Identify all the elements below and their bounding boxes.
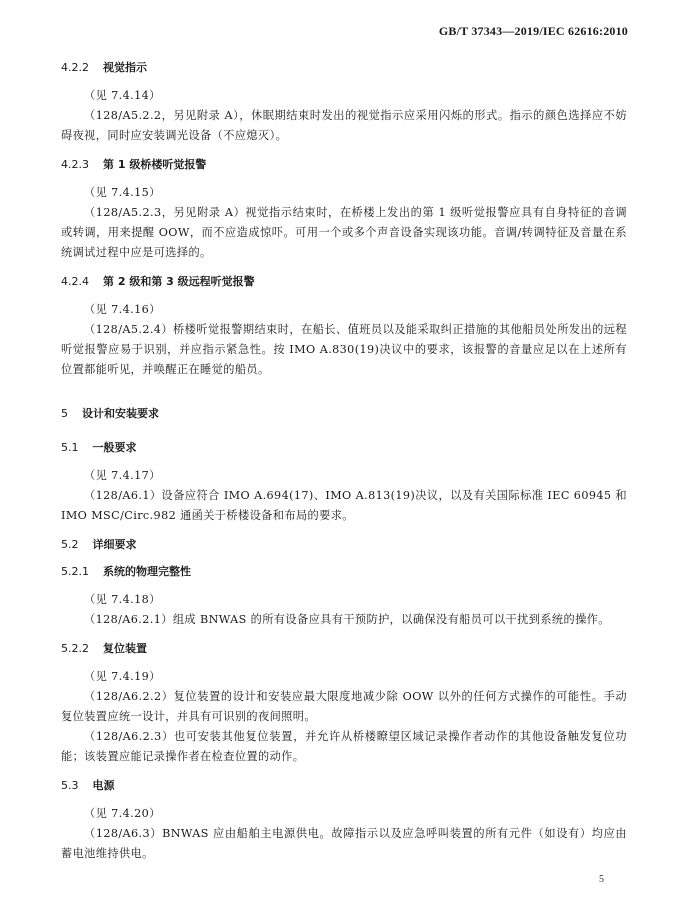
- section-heading-5-2-1: 5.2.1 系统的物理完整性: [61, 565, 191, 578]
- paragraph: （128/A6.2.2）复位装置的设计和安装应最大限度地减少除 OOW 以外的任何方式操作的可能性。手动复位装置应统一设计，并具有可识别的夜间照明。: [61, 690, 627, 723]
- paragraph: （见 7.4.15）: [84, 186, 161, 199]
- page-number: 5: [599, 874, 604, 885]
- paragraph: （128/A6.2.3）也可安装其他复位装置，并允许从桥楼瞭望区域记录操作者动作的其他设备触发复位功能；该装置应能记录操作者在检查位置的动作。: [61, 730, 627, 763]
- section-heading-5: 5 设计和安装要求: [61, 407, 159, 420]
- section-heading-5-1: 5.1 一般要求: [61, 441, 137, 454]
- section-heading-4-2-4: 4.2.4 第 2 级和第 3 级远程听觉报警: [61, 275, 255, 288]
- section-heading-4-2-3: 4.2.3 第 1 级桥楼听觉报警: [61, 158, 207, 171]
- paragraph: （见 7.4.18）: [84, 593, 161, 606]
- paragraph: （见 7.4.17）: [84, 469, 161, 482]
- paragraph: （128/A5.2.2，另见附录 A），休眠期结束时发出的视觉指示应采用闪烁的形式。指示的颜色选择应不妨碍夜视，同时应安装调光设备（不应熄灭）。: [61, 109, 627, 142]
- paragraph: （见 7.4.19）: [84, 670, 161, 683]
- standard-code-header: GB/T 37343—2019/IEC 62616:2010: [438, 24, 628, 38]
- paragraph: （见 7.4.14）: [84, 89, 161, 102]
- paragraph: （128/A6.2.1）组成 BNWAS 的所有设备应具有干预防护，以确保没有船员可以干扰到系统的操作。: [84, 613, 610, 626]
- paragraph: （128/A5.2.4）桥楼听觉报警期结束时，在船长、值班员以及能采取纠正措施的其他船员处所发出的远程听觉报警应易于识别，并应指示紧急性。按 IMO A.830(19)决议中的要求，该报警的音量应足以在上述所有位置都能听见，并唤醒正在睡觉的船员。: [61, 323, 627, 376]
- section-heading-5-3: 5.3 电源: [61, 779, 115, 792]
- document-body: [61, 60, 627, 864]
- paragraph: （128/A6.3）BNWAS 应由船舶主电源供电。故障指示以及应急呼叫装置的所有元件（如设有）均应由蓄电池维持供电。: [61, 827, 627, 860]
- paragraph: （128/A6.1）设备应符合 IMO A.694(17)、IMO A.813(19)决议，以及有关国际标准 IEC 60945 和 IMO MSC/Circ.982 通函关于桥楼设备和布局的要求。: [61, 489, 627, 522]
- paragraph: （见 7.4.16）: [84, 303, 161, 316]
- section-heading-4-2-2: 4.2.2 视觉指示: [61, 61, 147, 74]
- paragraph: （见 7.4.20）: [84, 807, 161, 820]
- paragraph: （128/A5.2.3，另见附录 A）视觉指示结束时，在桥楼上发出的第 1 级听觉报警应具有自身特征的音调或转调，用来提醒 OOW，而不应造成惊吓。可用一个或多个声音设备实现该功能。音调/转调特征及音量在系统调试过程中应是可选择的。: [61, 206, 627, 259]
- section-heading-5-2: 5.2 详细要求: [61, 538, 137, 551]
- section-heading-5-2-2: 5.2.2 复位装置: [61, 642, 147, 655]
